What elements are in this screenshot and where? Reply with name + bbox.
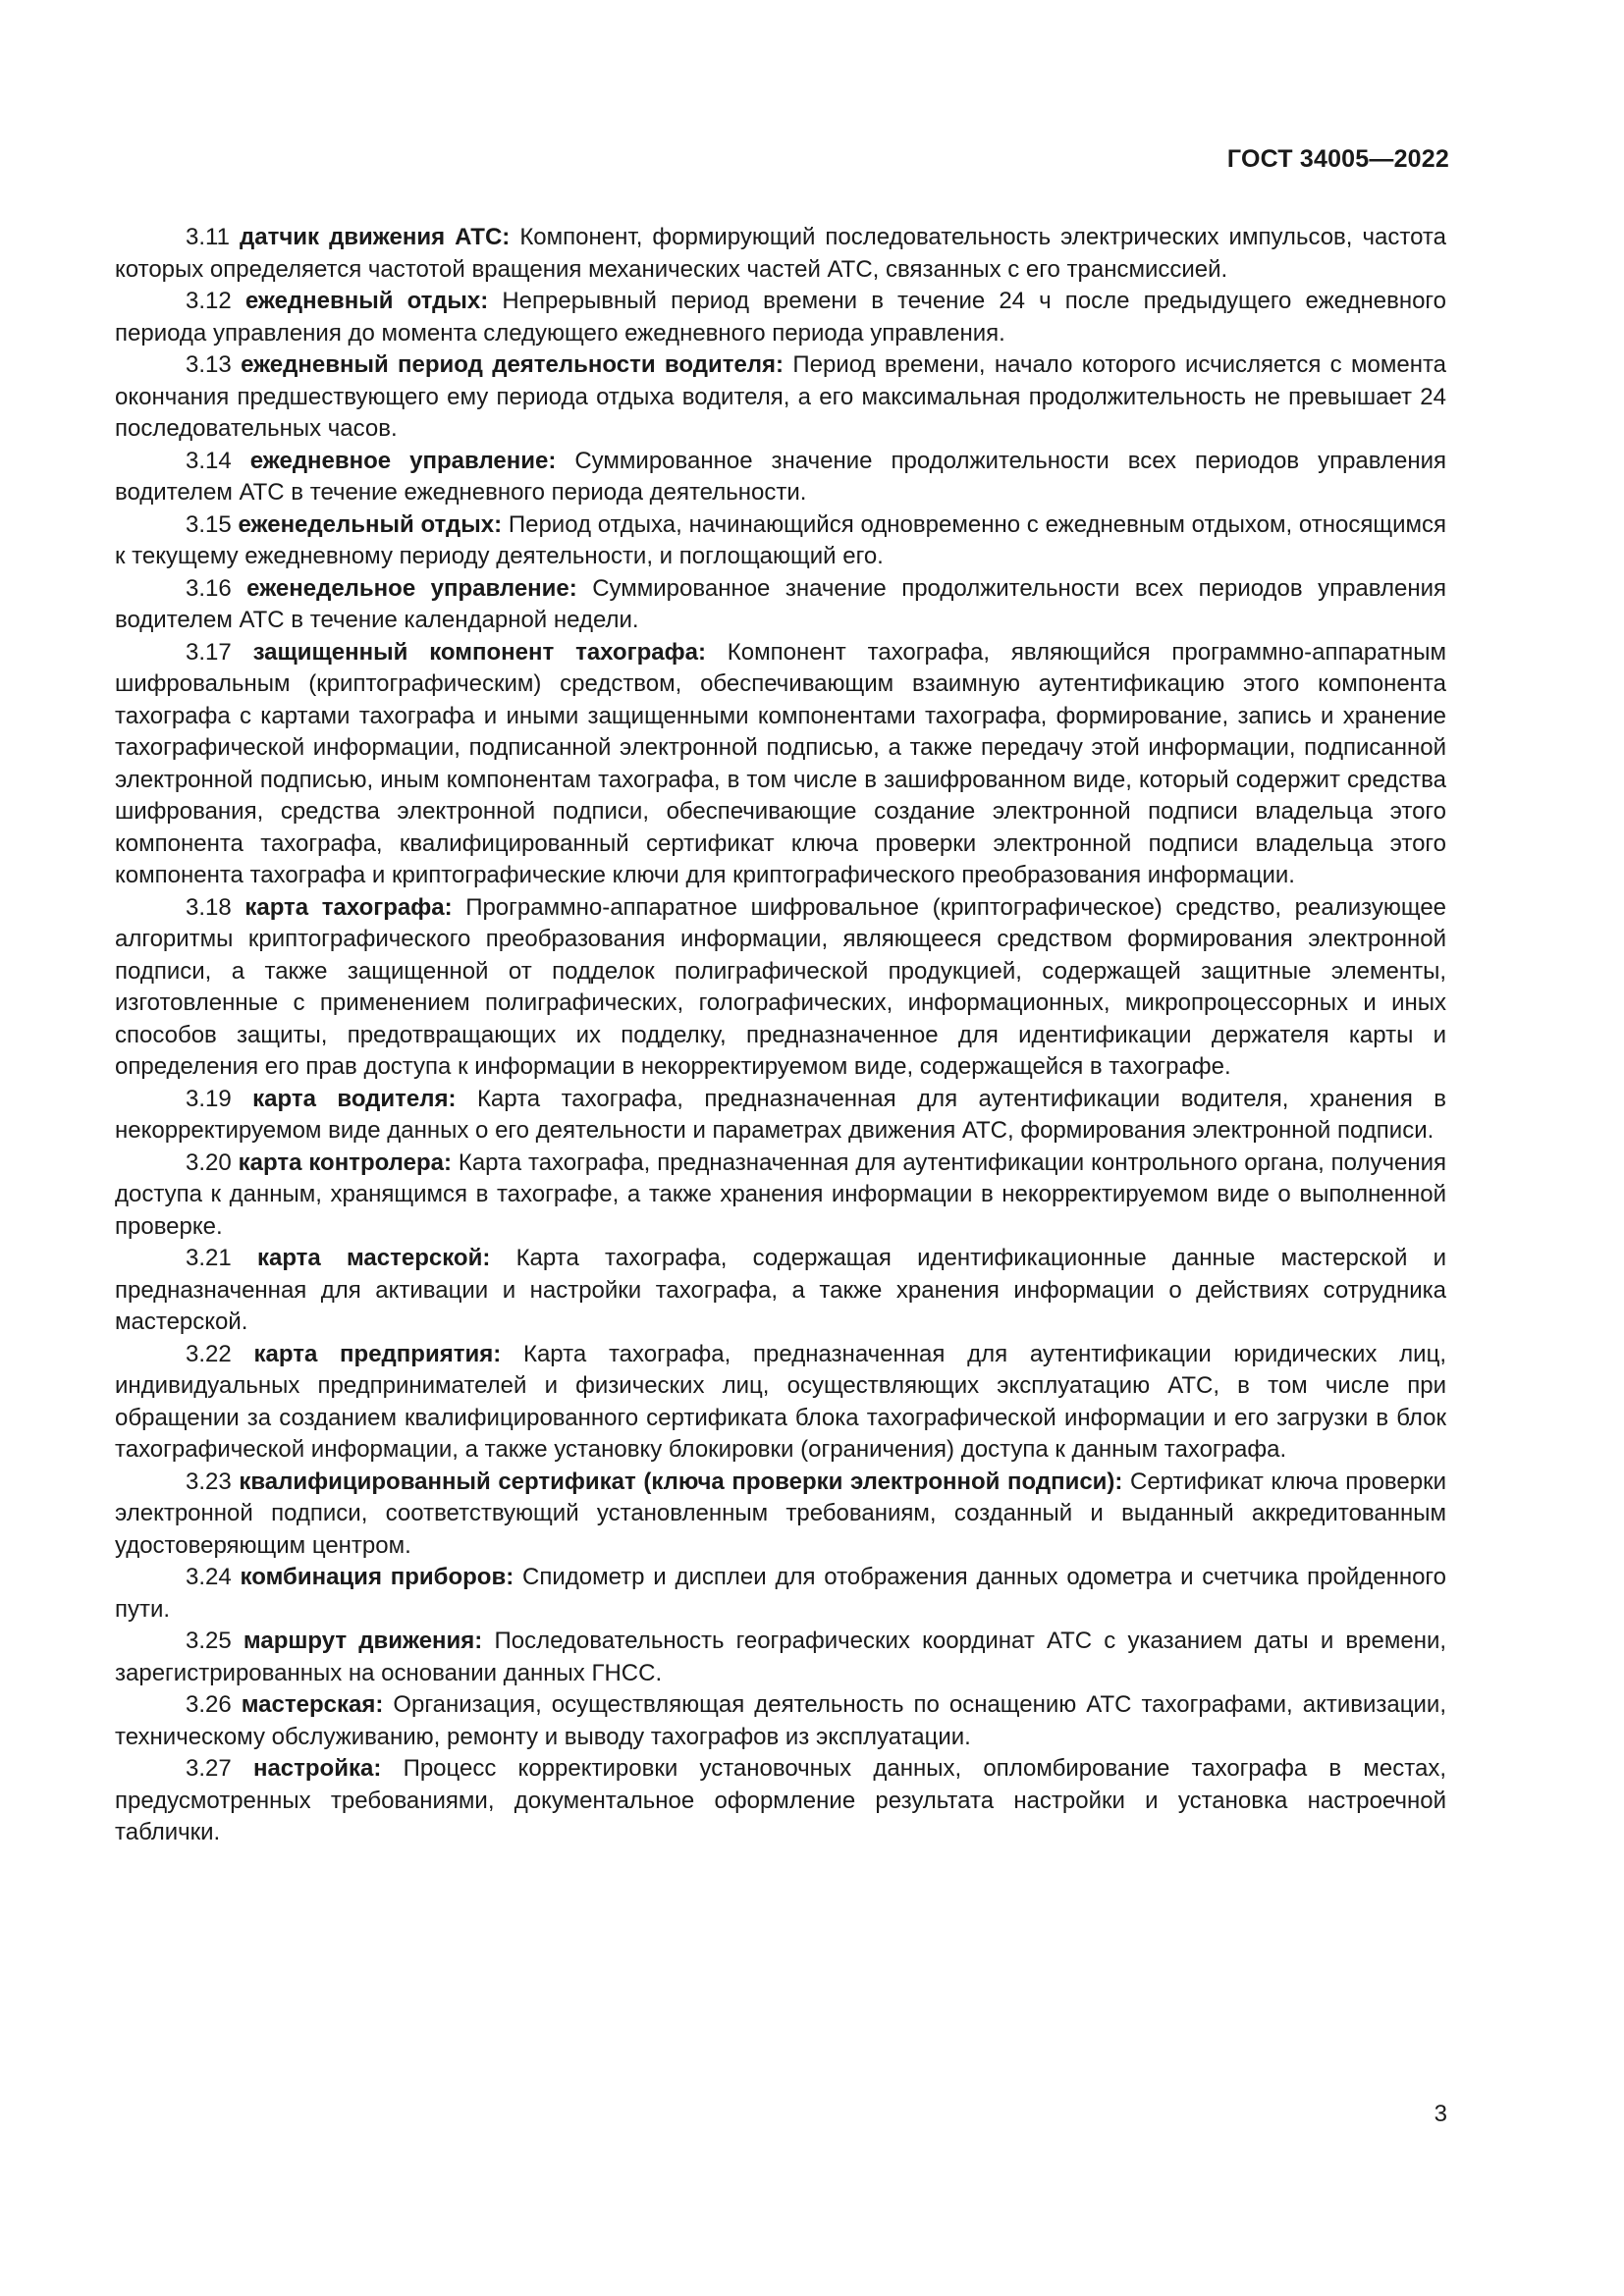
definition-3-25 (115, 1626, 1446, 1689)
definition-number: 3.12 (186, 288, 232, 314)
definition-number: 3.13 (186, 351, 232, 378)
definition-number: 3.27 (186, 1755, 232, 1782)
definition-text: Суммированное значение продолжительности всех периодов управления водителем АТС в течение ежедневного периода деятельности. (115, 447, 1446, 506)
definition-number: 3.20 (186, 1148, 232, 1176)
definition-3-19 (115, 1084, 1446, 1148)
definition-term: комбинация приборов: (240, 1564, 514, 1590)
definition-3-21 (115, 1243, 1446, 1339)
definition-term: карта тахографа: (244, 893, 453, 921)
definition-text: Последовательность географических координат АТС с указанием даты и времени, зарегистрированных на основании данных ГНСС. (115, 1628, 1447, 1686)
definition-number: 3.26 (186, 1691, 232, 1718)
definition-text: Карта тахографа, содержащая идентификационные данные мастерской и предназначенная для активации и настройки тахографа, а также хранения информации о действиях сотрудника мастерской. (115, 1245, 1447, 1335)
definition-term: маршрут движения: (243, 1628, 483, 1654)
definition-text: Программно-аппаратное шифровальное (криптографическое) средство, реализующее алгоритмы криптографического преобразования информации, являющееся средством формирования электронной подписи, а также защищенной от подделок полиграфической продукцией, содержащей защитные элементы, изготовленные с применением полиграфических, голографических, информационных, микропроцессорных и иных способов защиты, предотвращающих их подделку, предназначенное для идентификации держателя карты и определения его прав доступа к информации в некорректируемом виде, содержащейся в тахографе. (115, 893, 1447, 1080)
definition-term: карта мастерской: (256, 1245, 491, 1271)
definition-text: Компонент, формирующий последовательность электрических импульсов, частота которых определяется частотой вращения механических частей АТС, связанных с его трансмиссией. (115, 224, 1446, 283)
definition-term: еженедельный отдых: (238, 510, 503, 538)
definition-text: Компонент тахографа, являющийся программно-аппаратным шифровальным (криптографическим) средством, обеспечивающим взаимную аутентификацию этого компонента тахографа с картами тахографа и иными защищенными компонентами тахографа, формирование, запись и хранение тахографической информации, подписанной электронной подписью, а также передачу этой информации, подписанной электронной подписью, иным компонентам тахографа, в том числе в зашифрованном виде, который содержит средства шифрования, средства электронной подписи, обеспечивающие создание электронной подписи владельца этого компонента тахографа, квалифицированный сертификат ключа проверки электронной подписи владельца этого компонента тахографа и криптографические ключи для криптографического преобразования информации. (115, 638, 1447, 888)
definition-3-22 (115, 1339, 1446, 1467)
definition-number: 3.18 (186, 893, 232, 921)
definition-term: карта водителя: (252, 1085, 457, 1112)
definition-term: карта контролера: (238, 1148, 452, 1176)
definition-text: Карта тахографа, предназначенная для аутентификации юридических лиц, индивидуальных предпринимателей и физических лиц, осуществляющих эксплуатацию АТС, в том числе при обращении за созданием квалифицированного сертификата блока тахографической информации и его загрузки в блок тахографической информации, а также установку блокировки (ограничения) доступа к данным тахографа. (115, 1340, 1446, 1463)
definition-number: 3.17 (186, 638, 232, 666)
definition-3-27 (115, 1753, 1446, 1849)
definition-3-12 (115, 286, 1446, 349)
definition-3-26 (115, 1689, 1446, 1753)
definition-term: ежедневное управление: (249, 447, 557, 474)
definition-term: мастерская: (241, 1691, 384, 1718)
standard-designation: ГОСТ 34005—2022 (1226, 145, 1449, 173)
definition-text: Непрерывный период времени в течение 24 ч после предыдущего ежедневного периода управления до момента следующего ежедневного периода управления. (115, 288, 1446, 347)
definition-term: настройка: (252, 1755, 382, 1782)
definition-text: Суммированное значение продолжительности всех периодов управления водителем АТС в течение календарной недели. (115, 574, 1446, 633)
definition-3-13 (115, 349, 1446, 446)
definition-term: защищенный компонент тахографа: (252, 638, 706, 666)
definition-3-11 (115, 222, 1446, 286)
page-number: 3 (1434, 2101, 1447, 2127)
definition-number: 3.16 (186, 574, 232, 602)
definition-number: 3.25 (186, 1628, 232, 1654)
definition-term: еженедельное управление: (246, 574, 577, 602)
document-body (115, 222, 1446, 1849)
definition-number: 3.22 (186, 1340, 232, 1367)
definition-text: Период отдыха, начинающийся одновременно с ежедневным отдыхом, относящимся к текущему ежедневному периоду деятельности, и поглощающий его. (115, 510, 1446, 569)
definition-3-15 (115, 509, 1446, 573)
definition-3-14 (115, 446, 1446, 509)
definition-term: датчик движения АТС: (239, 224, 511, 250)
definition-term: ежедневный период деятельности водителя: (241, 351, 785, 378)
definition-text: Процесс корректировки установочных данных, опломбирование тахографа в местах, предусмотренных требованиями, документальное оформление результата настройки и установка настроечной таблички. (115, 1755, 1446, 1845)
definition-number: 3.14 (186, 447, 232, 474)
definition-3-23 (115, 1467, 1446, 1563)
definition-3-16 (115, 573, 1446, 637)
definition-term: ежедневный отдых: (244, 288, 489, 314)
definition-number: 3.11 (186, 224, 230, 250)
definition-text: Карта тахографа, предназначенная для аутентификации контрольного органа, получения доступа к данным, хранящимся в тахографе, а также хранения информации в некорректируемом виде о выполненной проверке. (115, 1148, 1446, 1240)
definition-3-20 (115, 1148, 1446, 1244)
definition-number: 3.21 (186, 1245, 232, 1271)
definition-term: карта предприятия: (253, 1340, 502, 1367)
definition-3-18 (115, 892, 1446, 1084)
definition-text: Карта тахографа, предназначенная для аутентификации водителя, хранения в некорректируемом виде данных о его деятельности и параметрах движения АТС, формирования электронной подписи. (115, 1085, 1447, 1144)
definition-number: 3.19 (186, 1085, 232, 1112)
definition-number: 3.23 (186, 1468, 232, 1495)
definition-3-17 (115, 637, 1446, 892)
document-header (1227, 145, 1449, 174)
definition-text: Период времени, начало которого исчисляется с момента окончания предшествующего ему периода отдыха водителя, а его максимальная продолжительность не превышает 24 последовательных часов. (115, 351, 1447, 442)
definition-3-24 (115, 1562, 1446, 1626)
definition-text: Сертификат ключа проверки электронной подписи, соответствующий установленным требованиям, созданный и выданный аккредитованным удостоверяющим центром. (115, 1468, 1446, 1559)
definition-number: 3.24 (186, 1564, 232, 1590)
definition-term: квалифицированный сертификат (ключа проверки электронной подписи): (239, 1468, 1123, 1495)
definition-text: Спидометр и дисплеи для отображения данных одометра и счетчика пройденного пути. (115, 1564, 1447, 1623)
definition-text: Организация, осуществляющая деятельность по оснащению АТС тахографами, активизации, техническому обслуживанию, ремонту и выводу тахографов из эксплуатации. (115, 1691, 1446, 1750)
definition-number: 3.15 (186, 510, 232, 538)
